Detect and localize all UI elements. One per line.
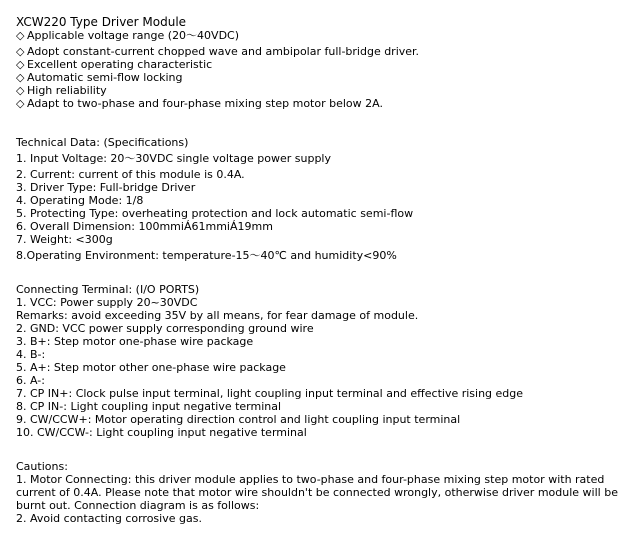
diamond-bullet-icon: ◇ bbox=[16, 71, 25, 84]
terminal-item: 9. CW/CCW+: Motor operating direction control and light coupling input terminal bbox=[16, 413, 461, 426]
terminal-item: 2. GND: VCC power supply corresponding ground wire bbox=[16, 322, 314, 335]
diamond-bullet-icon: ◇ bbox=[16, 45, 25, 58]
spec-item: 2. Current: current of this module is 0.4A. bbox=[16, 168, 245, 181]
spec-item: 5. Protecting Type: overheating protection and lock automatic semi-flow bbox=[16, 207, 414, 220]
terminal-item: 4. B-: bbox=[16, 348, 46, 361]
caution-item: 2. Avoid contacting corrosive gas. bbox=[16, 512, 202, 525]
spec-item: 1. Input Voltage: 20～30VDC single voltage power supply bbox=[16, 152, 331, 165]
feature-item: ◇ Adapt to two-phase and four-phase mixing step motor below 2A. bbox=[16, 97, 383, 110]
terminal-item: 7. CP IN+: Clock pulse input terminal, light coupling input terminal and effective rising edge bbox=[16, 387, 524, 400]
feature-item: ◇ High reliability bbox=[16, 84, 107, 97]
document-body bbox=[16, 15, 643, 525]
feature-item: ◇ Excellent operating characteristic bbox=[16, 58, 213, 71]
feature-list bbox=[16, 29, 643, 110]
module-title: XCW220 Type Driver Module bbox=[16, 15, 187, 29]
diamond-bullet-icon: ◇ bbox=[16, 84, 25, 97]
spec-item: 3. Driver Type: Full-bridge Driver bbox=[16, 181, 196, 194]
terminal-item: 1. VCC: Power supply 20~30VDC bbox=[16, 296, 198, 309]
diamond-bullet-icon: ◇ bbox=[16, 97, 25, 110]
connecting-terminal-section bbox=[16, 283, 643, 439]
terminal-remark: Remarks: avoid exceeding 35V by all means, for fear damage of module. bbox=[16, 309, 419, 322]
spec-item: 6. Overall Dimension: 100mmiÁ61mmiÁ19mm bbox=[16, 220, 273, 233]
terminal-item: 8. CP IN-: Light coupling input negative terminal bbox=[16, 400, 282, 413]
terminal-item: 3. B+: Step motor one-phase wire package bbox=[16, 335, 254, 348]
feature-item: ◇ Applicable voltage range (20～40VDC) bbox=[16, 29, 240, 42]
terminal-heading: Connecting Terminal: (I/O PORTS) bbox=[16, 283, 200, 296]
spec-item: 8.Operating Environment: temperature-15～40℃ and humidity<90% bbox=[16, 249, 397, 262]
technical-heading: Technical Data: (Specifications) bbox=[16, 136, 189, 149]
technical-data-section bbox=[16, 136, 643, 262]
cautions-heading: Cautions: bbox=[16, 460, 68, 473]
diamond-bullet-icon: ◇ bbox=[16, 58, 25, 71]
spec-item: 7. Weight: <300g bbox=[16, 233, 113, 246]
terminal-item: 6. A-: bbox=[16, 374, 45, 387]
feature-item: ◇ Automatic semi-flow locking bbox=[16, 71, 183, 84]
caution-item: 1. Motor Connecting: this driver module applies to two-phase and four-phase mixing step motor with rated current of 0.4A. Please note that motor wire shouldn't be connected wrongly, otherwise driver module will be burnt out. Connection diagram is as follows: bbox=[16, 473, 618, 512]
feature-item: ◇ Adopt constant-current chopped wave and ambipolar full-bridge driver. bbox=[16, 45, 420, 58]
cautions-section bbox=[16, 460, 643, 525]
terminal-item: 5. A+: Step motor other one-phase wire package bbox=[16, 361, 286, 374]
diamond-bullet-icon: ◇ bbox=[16, 29, 25, 42]
terminal-item: 10. CW/CCW-: Light coupling input negative terminal bbox=[16, 426, 307, 439]
spec-item: 4. Operating Mode: 1/8 bbox=[16, 194, 144, 207]
